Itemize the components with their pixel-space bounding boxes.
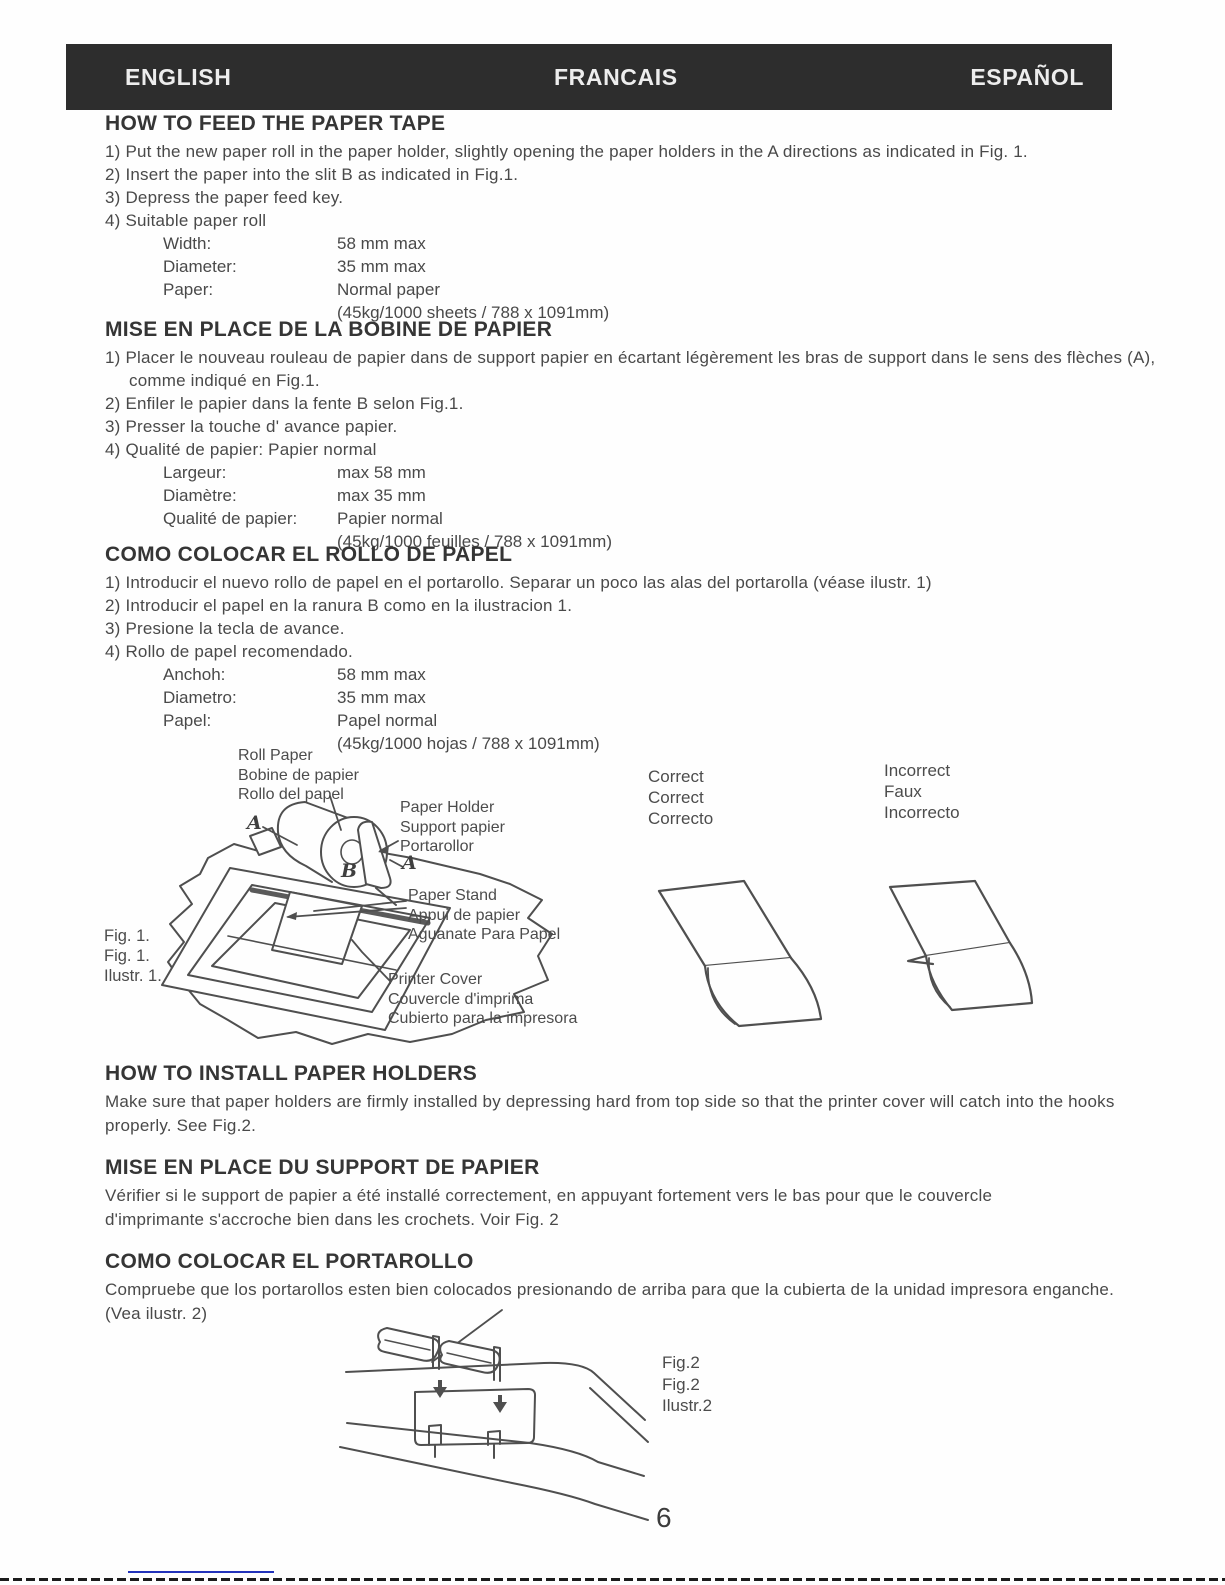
header-spanish: ESPAÑOL	[970, 64, 1084, 90]
section-french-install	[105, 1156, 1167, 1232]
label-line: Rollo del papel	[238, 786, 344, 803]
marker-b: B	[341, 860, 358, 882]
sheet-upper	[890, 881, 1010, 956]
list-item: 2) Enfiler le papier dans la fente B selon Fig.1.	[105, 394, 464, 413]
list-item: 1) Put the new paper roll in the paper holder, slightly opening the paper holders in the A directions as indicated in Fig. 1.	[105, 142, 1028, 161]
label-line: Appui de papier	[408, 906, 521, 924]
caption-line: Fig. 1.	[104, 927, 150, 945]
language-header-bar	[66, 44, 1112, 110]
label-line: Couvercle d'imprima	[388, 990, 534, 1008]
spec-note: (45kg/1000 hojas / 788 x 1091mm)	[337, 734, 600, 753]
spec-value: 35 mm max	[337, 257, 426, 276]
spec-row	[105, 461, 1167, 484]
list-item: 4) Suitable paper roll	[105, 211, 267, 230]
label-line: Cubierto para la impresora	[388, 1010, 578, 1027]
section-body: Compruebe que los portarollos esten bien colocados presionando de arriba para que la cubierta de la unidad impresora enganche. (Vea ilustr. 2)	[105, 1280, 1115, 1323]
figure1-caption	[104, 926, 162, 986]
label-paper-stand	[408, 886, 560, 945]
spec-row	[105, 709, 1167, 732]
correct-paper-drawing	[645, 866, 845, 1041]
marker-a-left: A	[247, 812, 262, 834]
label-correct	[648, 766, 713, 829]
spec-row	[105, 232, 1167, 255]
spec-value: max 35 mm	[337, 486, 426, 505]
spec-label: Paper:	[163, 280, 214, 299]
section-title: HOW TO INSTALL PAPER HOLDERS	[105, 1062, 478, 1085]
spec-label: Diametro:	[163, 688, 237, 707]
label-line: Bobine de papier	[238, 766, 359, 784]
spec-row	[105, 507, 1167, 530]
spec-row	[105, 278, 1167, 301]
spec-row	[105, 484, 1167, 507]
list-item: 3) Depress the paper feed key.	[105, 188, 344, 207]
sheet-flap	[705, 958, 821, 1026]
section-spanish-feed	[105, 543, 1167, 755]
caption-line: Fig.2	[662, 1374, 700, 1394]
label-line: Incorrect	[884, 761, 951, 780]
section-title: COMO COLOCAR EL ROLLO DE PAPEL	[105, 543, 513, 566]
blue-underline-artifact	[128, 1571, 274, 1573]
spec-note: (45kg/1000 feuilles / 788 x 1091mm)	[337, 532, 612, 551]
spec-label: Papel:	[163, 711, 212, 730]
label-line: Printer Cover	[388, 971, 483, 988]
section-english-install	[105, 1062, 1167, 1138]
caption-line: Fig.2	[662, 1353, 700, 1372]
header-english: ENGLISH	[125, 64, 232, 90]
label-line: Roll Paper	[238, 747, 313, 764]
list-item: 3) Presione la tecla de avance.	[105, 619, 345, 638]
header-french: FRANCAIS	[554, 64, 678, 90]
spec-label: Diameter:	[163, 257, 237, 276]
section-title: COMO COLOCAR EL PORTAROLLO	[105, 1250, 474, 1273]
list-item: 4) Rollo de papel recomendado.	[105, 642, 353, 661]
spec-label: Qualité de papier:	[163, 509, 298, 528]
spec-row	[105, 255, 1167, 278]
label-line: Correcto	[648, 809, 714, 828]
cover-top-edge	[346, 1363, 645, 1420]
figure2-caption	[662, 1352, 712, 1417]
label-line: Support papier	[400, 818, 505, 836]
section-title: MISE EN PLACE DU SUPPORT DE PAPIER	[105, 1156, 540, 1179]
list-item: 4) Qualité de papier: Papier normal	[105, 440, 377, 459]
label-line: Faux	[884, 782, 922, 801]
list-item: 2) Introducir el papel en la ranura B como en la ilustracion 1.	[105, 596, 573, 615]
spec-value: 58 mm max	[337, 665, 426, 684]
label-line: Incorrecto	[884, 803, 960, 822]
spec-value: Papel normal	[337, 711, 438, 730]
marker-a-right: A	[402, 852, 417, 874]
section-body: Vérifier si le support de papier a été installé correctement, en appuyant fortement vers le bas pour que le couvercle d'imprimante s'accroche bien dans les crochets. Voir Fig. 2	[105, 1186, 993, 1229]
incorrect-paper-drawing	[880, 860, 1065, 1030]
section-body: Make sure that paper holders are firmly installed by depressing hard from top side so that the printer cover will catch into the hooks properly. See Fig.2.	[105, 1092, 1115, 1135]
label-line: Paper Holder	[400, 799, 495, 816]
section-title: MISE EN PLACE DE LA BOBINE DE PAPIER	[105, 318, 553, 341]
bottom-dashed-line	[0, 1578, 1225, 1581]
spec-value: max 58 mm	[337, 463, 426, 482]
section-title: HOW TO FEED THE PAPER TAPE	[105, 112, 446, 135]
label-printer-cover	[388, 970, 577, 1029]
down-arrow-left	[433, 1380, 447, 1398]
list-item: 3) Presser la touche d' avance papier.	[105, 417, 398, 436]
spec-label: Largeur:	[163, 463, 227, 482]
section-french-feed	[105, 318, 1167, 553]
label-incorrect	[884, 760, 960, 823]
spec-label: Anchoh:	[163, 665, 226, 684]
caption-line: Ilustr.2	[662, 1396, 713, 1415]
label-line: Correct	[648, 767, 704, 786]
section-english-feed	[105, 112, 1167, 324]
spec-label: Diamètre:	[163, 486, 237, 505]
spec-value: Normal paper	[337, 280, 440, 299]
label-line: Correct	[648, 788, 704, 807]
label-roll-paper	[238, 746, 359, 805]
caption-line: Fig. 1.	[104, 947, 150, 965]
rear-holder-capsule	[378, 1328, 439, 1361]
list-item: 1) Placer le nouveau rouleau de papier dans de support papier en écartant légèrement les bras de support dans le sens des flèches (A), comme indiqué en Fig.1.	[105, 348, 1156, 390]
spec-value: 35 mm max	[337, 688, 426, 707]
label-line: Paper Stand	[408, 887, 497, 904]
list-item: 2) Insert the paper into the slit B as indicated in Fig.1.	[105, 165, 519, 184]
down-arrow-right	[493, 1395, 507, 1413]
sheet-upper	[659, 881, 791, 966]
list-item: 1) Introducir el nuevo rollo de papel en el portarollo. Separar un poco las alas del portarolla (véase ilustr. 1)	[105, 573, 932, 592]
label-line: Aguanate Para Papel	[408, 926, 561, 943]
hook-left	[429, 1425, 441, 1457]
spec-value: Papier normal	[337, 509, 443, 528]
page-number: 6	[656, 1502, 672, 1533]
spec-row	[105, 686, 1167, 709]
spec-note: (45kg/1000 sheets / 788 x 1091mm)	[337, 303, 610, 322]
spec-row	[105, 663, 1167, 686]
caption-line: Ilustr. 1.	[104, 967, 162, 985]
label-line: Portarollor	[400, 838, 474, 855]
spec-label: Width:	[163, 234, 212, 253]
label-paper-holder	[400, 798, 505, 857]
spec-value: 58 mm max	[337, 234, 426, 253]
